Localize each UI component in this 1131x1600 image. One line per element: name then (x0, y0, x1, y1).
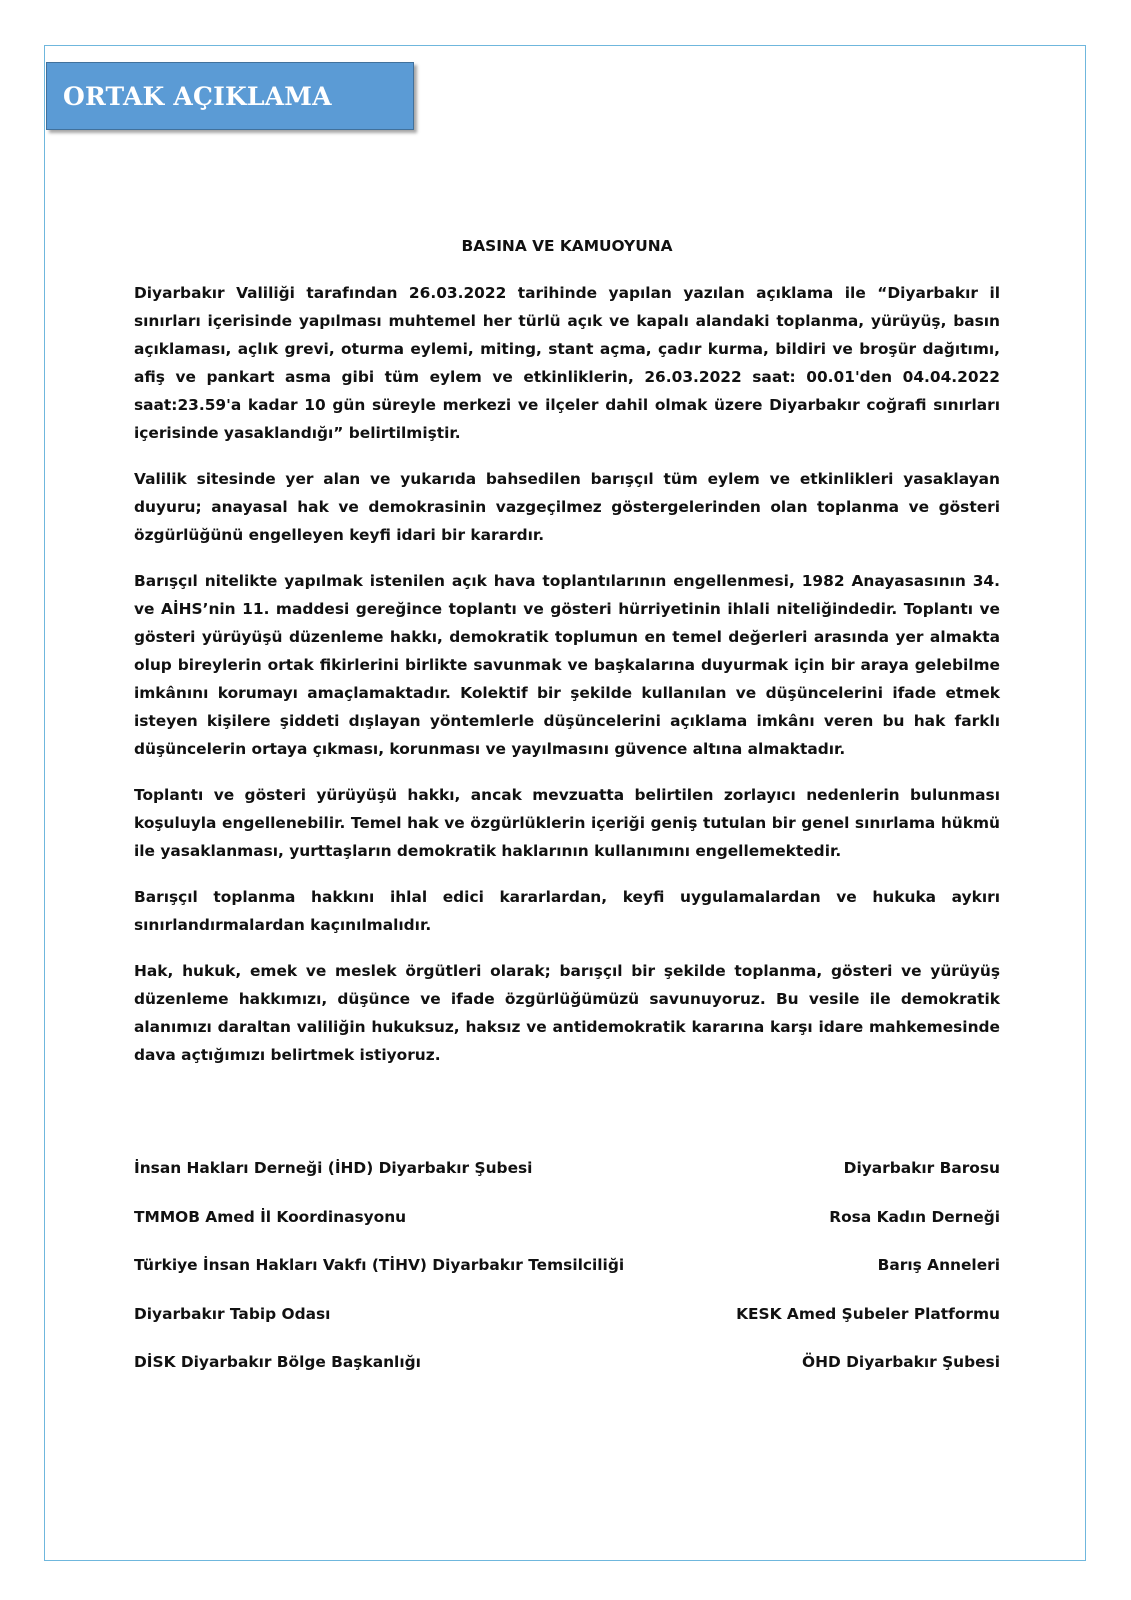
signatory-right: Diyarbakır Barosu (843, 1159, 1000, 1177)
paragraph-3: Barışçıl nitelikte yapılmak istenilen açık hava toplantılarının engellenmesi, 1982 Anayasasının 34. ve AİHS’nin 11. maddesi gereğince toplantı ve gösteri hürriyetinin ihlali niteliğindedir. Toplantı ve gösteri yürüyüşü düzenleme hakkı, demokratik toplumun en temel değerleri arasında yer almakta olup bireylerin ortak fikirlerini birlikte savunmak ve başkalarına duyurmak için bir araya gelebilme imkânını korumayı amaçlamaktadır. Kolektif bir şekilde kullanılan ve düşüncelerini ifade etmek isteyen kişilere şiddeti dışlayan yöntemlerle düşüncelerini açıklama imkânı veren bu hak farklı düşüncelerin ortaya çıkması, korunması ve yayılmasını güvence altına almaktadır. (134, 572, 1000, 758)
signatory-left: Türkiye İnsan Hakları Vakfı (TİHV) Diyarbakır Temsilciliği (134, 1256, 625, 1274)
signatory-row (134, 1303, 1000, 1352)
signatory-right: KESK Amed Şubeler Platformu (736, 1304, 1000, 1323)
paragraph-4: Toplantı ve gösteri yürüyüşü hakkı, ancak mevzuatta belirtilen zorlayıcı nedenlerin bulunması koşuluyla engellenebilir. Temel hak ve özgürlüklerin içeriği geniş tutulan bir genel sınırlama hükmü ile yasaklanması, yurttaşların demokratik haklarının kullanımını engellemektedir. (134, 786, 1000, 860)
signatory-row (134, 1351, 1000, 1400)
header-badge (46, 62, 414, 130)
document-body (134, 232, 1000, 1087)
signatory-row (134, 1254, 1000, 1303)
paragraph-1: Diyarbakır Valiliği tarafından 26.03.2022 tarihinde yapılan yazılan açıklama ile “Diyarbakır il sınırları içerisinde yapılması muhtemel her türlü açık ve kapalı alandaki toplanma, yürüyüş, basın açıklaması, açlık grevi, oturma eylemi, miting, stant açma, çadır kurma, bildiri ve broşür dağıtımı, afiş ve pankart asma gibi tüm eylem ve etkinliklerin, 26.03.2022 saat: 00.01'den 04.04.2022 saat:23.59'a kadar 10 gün süreyle merkezi ve ilçeler dahil olmak üzere Diyarbakır coğrafi sınırları içerisinde yasaklandığı” belirtilmiştir. (134, 284, 1000, 442)
signatory-row (134, 1157, 1000, 1206)
signatory-left: DİSK Diyarbakır Bölge Başkanlığı (134, 1353, 421, 1371)
header-badge-text: ORTAK AÇIKLAMA (63, 81, 332, 111)
signatory-left: TMMOB Amed İl Koordinasyonu (134, 1207, 407, 1226)
signatory-right: Barış Anneleri (877, 1256, 1000, 1274)
signatory-row (134, 1206, 1000, 1255)
signatory-right: Rosa Kadın Derneği (829, 1207, 1000, 1226)
paragraph-2: Valilik sitesinde yer alan ve yukarıda bahsedilen barışçıl tüm eylem ve etkinlikleri yasaklayan duyuru; anayasal hak ve demokrasinin vazgeçilmez göstergelerinden olan toplanma ve gösteri özgürlüğünü engelleyen keyfi idari bir karardır. (134, 470, 1000, 544)
signatory-left: Diyarbakır Tabip Odası (134, 1304, 331, 1323)
paragraph-5: Barışçıl toplanma hakkını ihlal edici kararlardan, keyfi uygulamalardan ve hukuka aykırı sınırlandırmalardan kaçınılmalıdır. (134, 888, 1000, 934)
signatory-left: İnsan Hakları Derneği (İHD) Diyarbakır Şubesi (134, 1159, 533, 1177)
paragraph-6: Hak, hukuk, emek ve meslek örgütleri olarak; barışçıl bir şekilde toplanma, gösteri ve yürüyüş düzenleme hakkımızı, düşünce ve ifade özgürlüğümüzü savunuyoruz. Bu vesile ile demokratik alanımızı daraltan valiliğin hukuksuz, haksız ve antidemokratik kararına karşı idare mahkemesinde dava açtığımızı belirtmek istiyoruz. (134, 962, 1000, 1064)
document-title: BASINA VE KAMUOYUNA (461, 237, 673, 255)
signatory-right: ÖHD Diyarbakır Şubesi (802, 1353, 1000, 1371)
signatories-list (134, 1157, 1000, 1400)
